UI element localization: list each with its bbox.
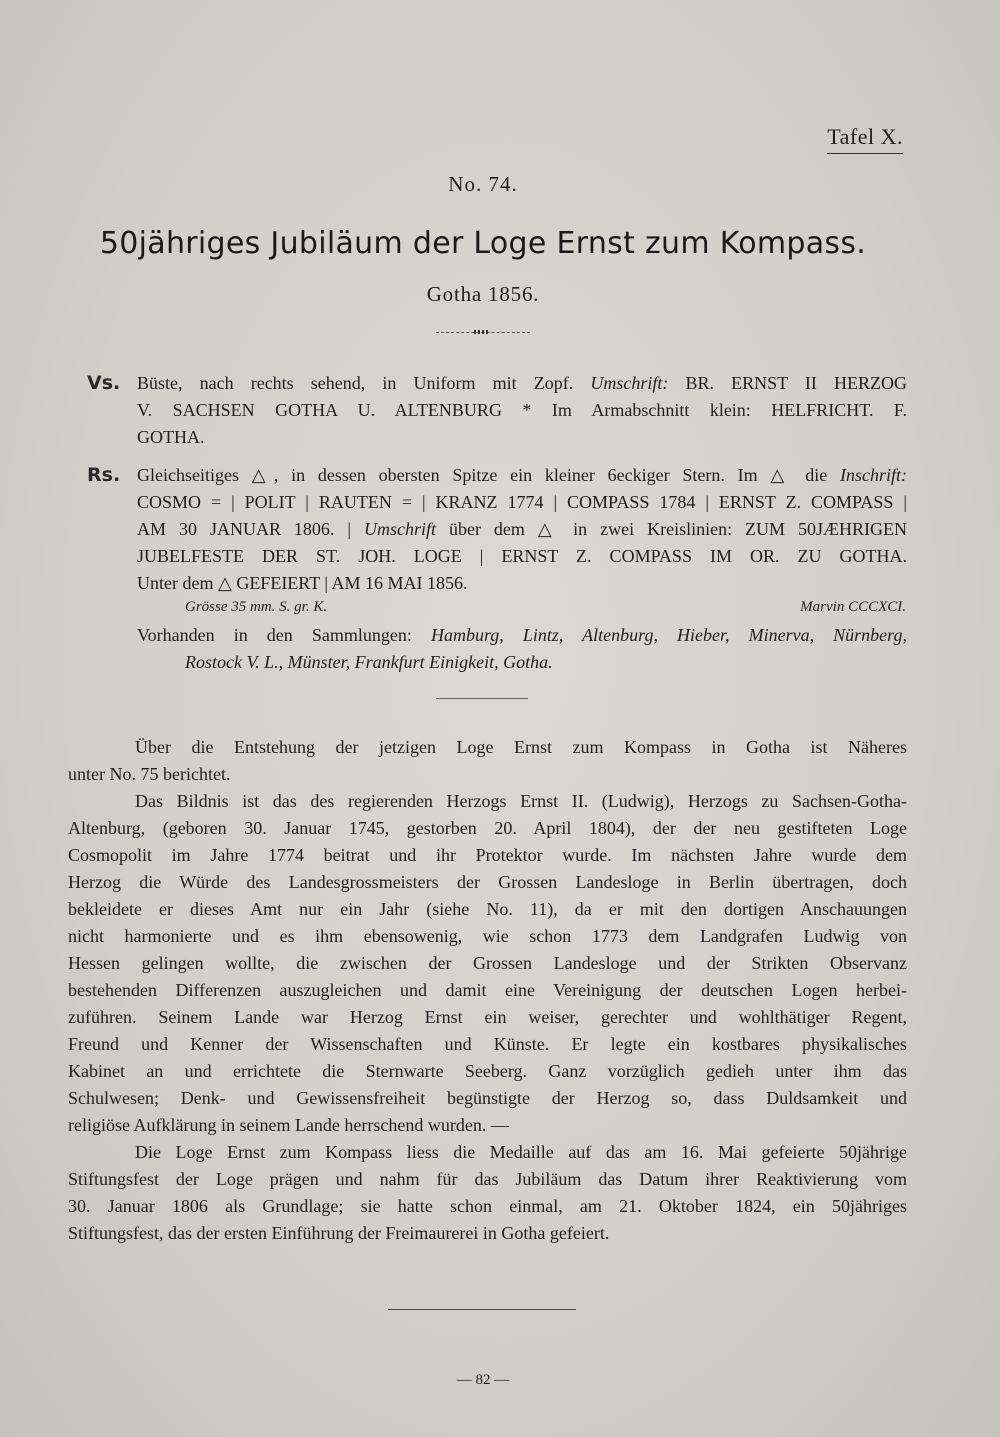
body-line: bestehenden Differenzen auszugleichen und damit eine Vereinigung der deutschen Logen herbei-	[68, 980, 907, 1000]
collections-list: Hamburg, Lintz, Altenburg, Hieber, Minerva, Nürnberg,	[430, 625, 907, 645]
reverse-label: Rs.	[87, 464, 121, 486]
page-number: — 82 —	[456, 1372, 510, 1388]
body-line: Die Loge Ernst zum Kompass liess die Medaille auf das am 16. Mai gefeierte 50jährige	[135, 1142, 907, 1162]
body-line: Kabinet an und errichtete die Sternwarte Seeberg. Ganz vorzüglich gedieh unter ihm das	[68, 1061, 907, 1081]
body-line: bekleidete er dieses Amt nur ein Jahr (siehe No. 11), da er mit den dortigen Anschauungen	[68, 899, 907, 919]
body-line: Freund und Kenner der Wissenschaften und Künste. Er legte ein kostbares physikalisches	[68, 1034, 907, 1054]
body-line: 30. Januar 1806 als Grundlage; sie hatte schon einmal, am 21. Oktober 1824, ein 50jähriges	[68, 1196, 907, 1216]
collections-line-1	[137, 622, 907, 649]
obverse-line-3: GOTHA.	[137, 427, 205, 447]
body-line: nicht harmonierte und es ihm ebensowenig, wie schon 1773 dem Landgrafen Ludwig von	[68, 926, 907, 946]
page-title: 50jähriges Jubiläum der Loge Ernst zum Kompass.	[99, 226, 867, 261]
reverse-description: Gleichseitiges △, in dessen obersten Spitze ein kleiner 6eckiger Stern. Im △ die	[137, 465, 828, 485]
footer-divider	[388, 1309, 576, 1310]
reverse-line-2: COSMO = | POLIT | RAUTEN = | KRANZ 1774 | COMPASS 1784 | ERNST Z. COMPASS |	[137, 492, 907, 512]
reverse-line-4: JUBELFESTE DER ST. JOH. LOGE | ERNST Z. COMPASS IM OR. ZU GOTHA.	[137, 546, 907, 566]
obverse-line-2: V. SACHSEN GOTHA U. ALTENBURG * Im Armabschnitt klein: HELFRICHT. F.	[137, 400, 907, 420]
body-line: Herzog die Würde des Landesgrossmeisters der Grossen Landesloge in Berlin übertragen, doch	[68, 872, 907, 892]
obverse-legend-label: Umschrift:	[590, 373, 669, 393]
body-line: Cosmopolit im Jahre 1774 beitrat und ihr Protektor wurde. Im nächsten Jahre wurde dem	[68, 845, 907, 865]
body-line: religiöse Aufklärung in seinem Lande herrschend wurden. —	[68, 1115, 509, 1135]
size-info: Grösse 35 mm. S. gr. K.	[185, 599, 328, 615]
body-line: Stiftungsfest der Loge prägen und nahm für das Jubiläum das Datum ihrer Reaktivierung vom	[68, 1169, 907, 1189]
reverse-line-3	[137, 516, 907, 543]
catalog-number: No. 74.	[448, 172, 518, 196]
reverse-inscription-label: Inschrift:	[840, 465, 907, 485]
body-line: Das Bildnis ist das des regierenden Herzogs Ernst II. (Ludwig), Herzogs zu Sachsen-Gotha-	[135, 791, 907, 811]
reverse-legend-label: Umschrift	[363, 519, 436, 539]
body-line: Hessen gelingen wollte, die zwischen der Grossen Landesloge und der Strikten Observanz	[68, 953, 907, 973]
body-line: Altenburg, (geboren 30. Januar 1745, gestorben 20. April 1804), der der neu gestifteten Loge	[68, 818, 907, 838]
body-line: unter No. 75 berichtet.	[68, 764, 231, 784]
body-line: Stiftungsfest, das der ersten Einführung der Freimaurerei in Gotha gefeiert.	[68, 1223, 610, 1243]
reverse-line-5: Unter dem △ GEFEIERT | AM 16 MAI 1856.	[137, 573, 468, 593]
obverse-legend: BR. ERNST II HERZOG	[685, 373, 908, 393]
collections-line-2: Rostock V. L., Münster, Frankfurt Einigkeit, Gotha.	[185, 652, 553, 672]
collections-label: Vorhanden in den Sammlungen:	[137, 625, 412, 645]
obverse-text: Büste, nach rechts sehend, in Uniform mit Zopf.	[137, 373, 574, 393]
body-line: zuführen. Seinem Lande war Herzog Ernst ein weiser, gerechter und wohlthätiger Regent,	[68, 1007, 907, 1027]
reference: Marvin CCCXCI.	[800, 599, 906, 615]
obverse-label: Vs.	[87, 372, 121, 394]
body-line: Über die Entstehung der jetzigen Loge Ernst zum Kompass in Gotha ist Näheres	[135, 737, 907, 757]
obverse-line-1	[137, 370, 907, 397]
reverse-inscription-end: AM 30 JANUAR 1806. |	[137, 519, 351, 539]
section-divider	[436, 698, 528, 699]
reverse-line-1	[137, 462, 907, 489]
body-line: Schulwesen; Denk- und Gewissensfreiheit begünstigte der Herzog so, dass Duldsamkeit und	[68, 1088, 907, 1108]
place-date: Gotha 1856.	[426, 282, 540, 306]
plate-label: Tafel X.	[827, 124, 903, 154]
ornament-dots	[474, 330, 490, 334]
reverse-legend: über dem △ in zwei Kreislinien: ZUM 50JÆHRIGEN	[448, 519, 908, 539]
